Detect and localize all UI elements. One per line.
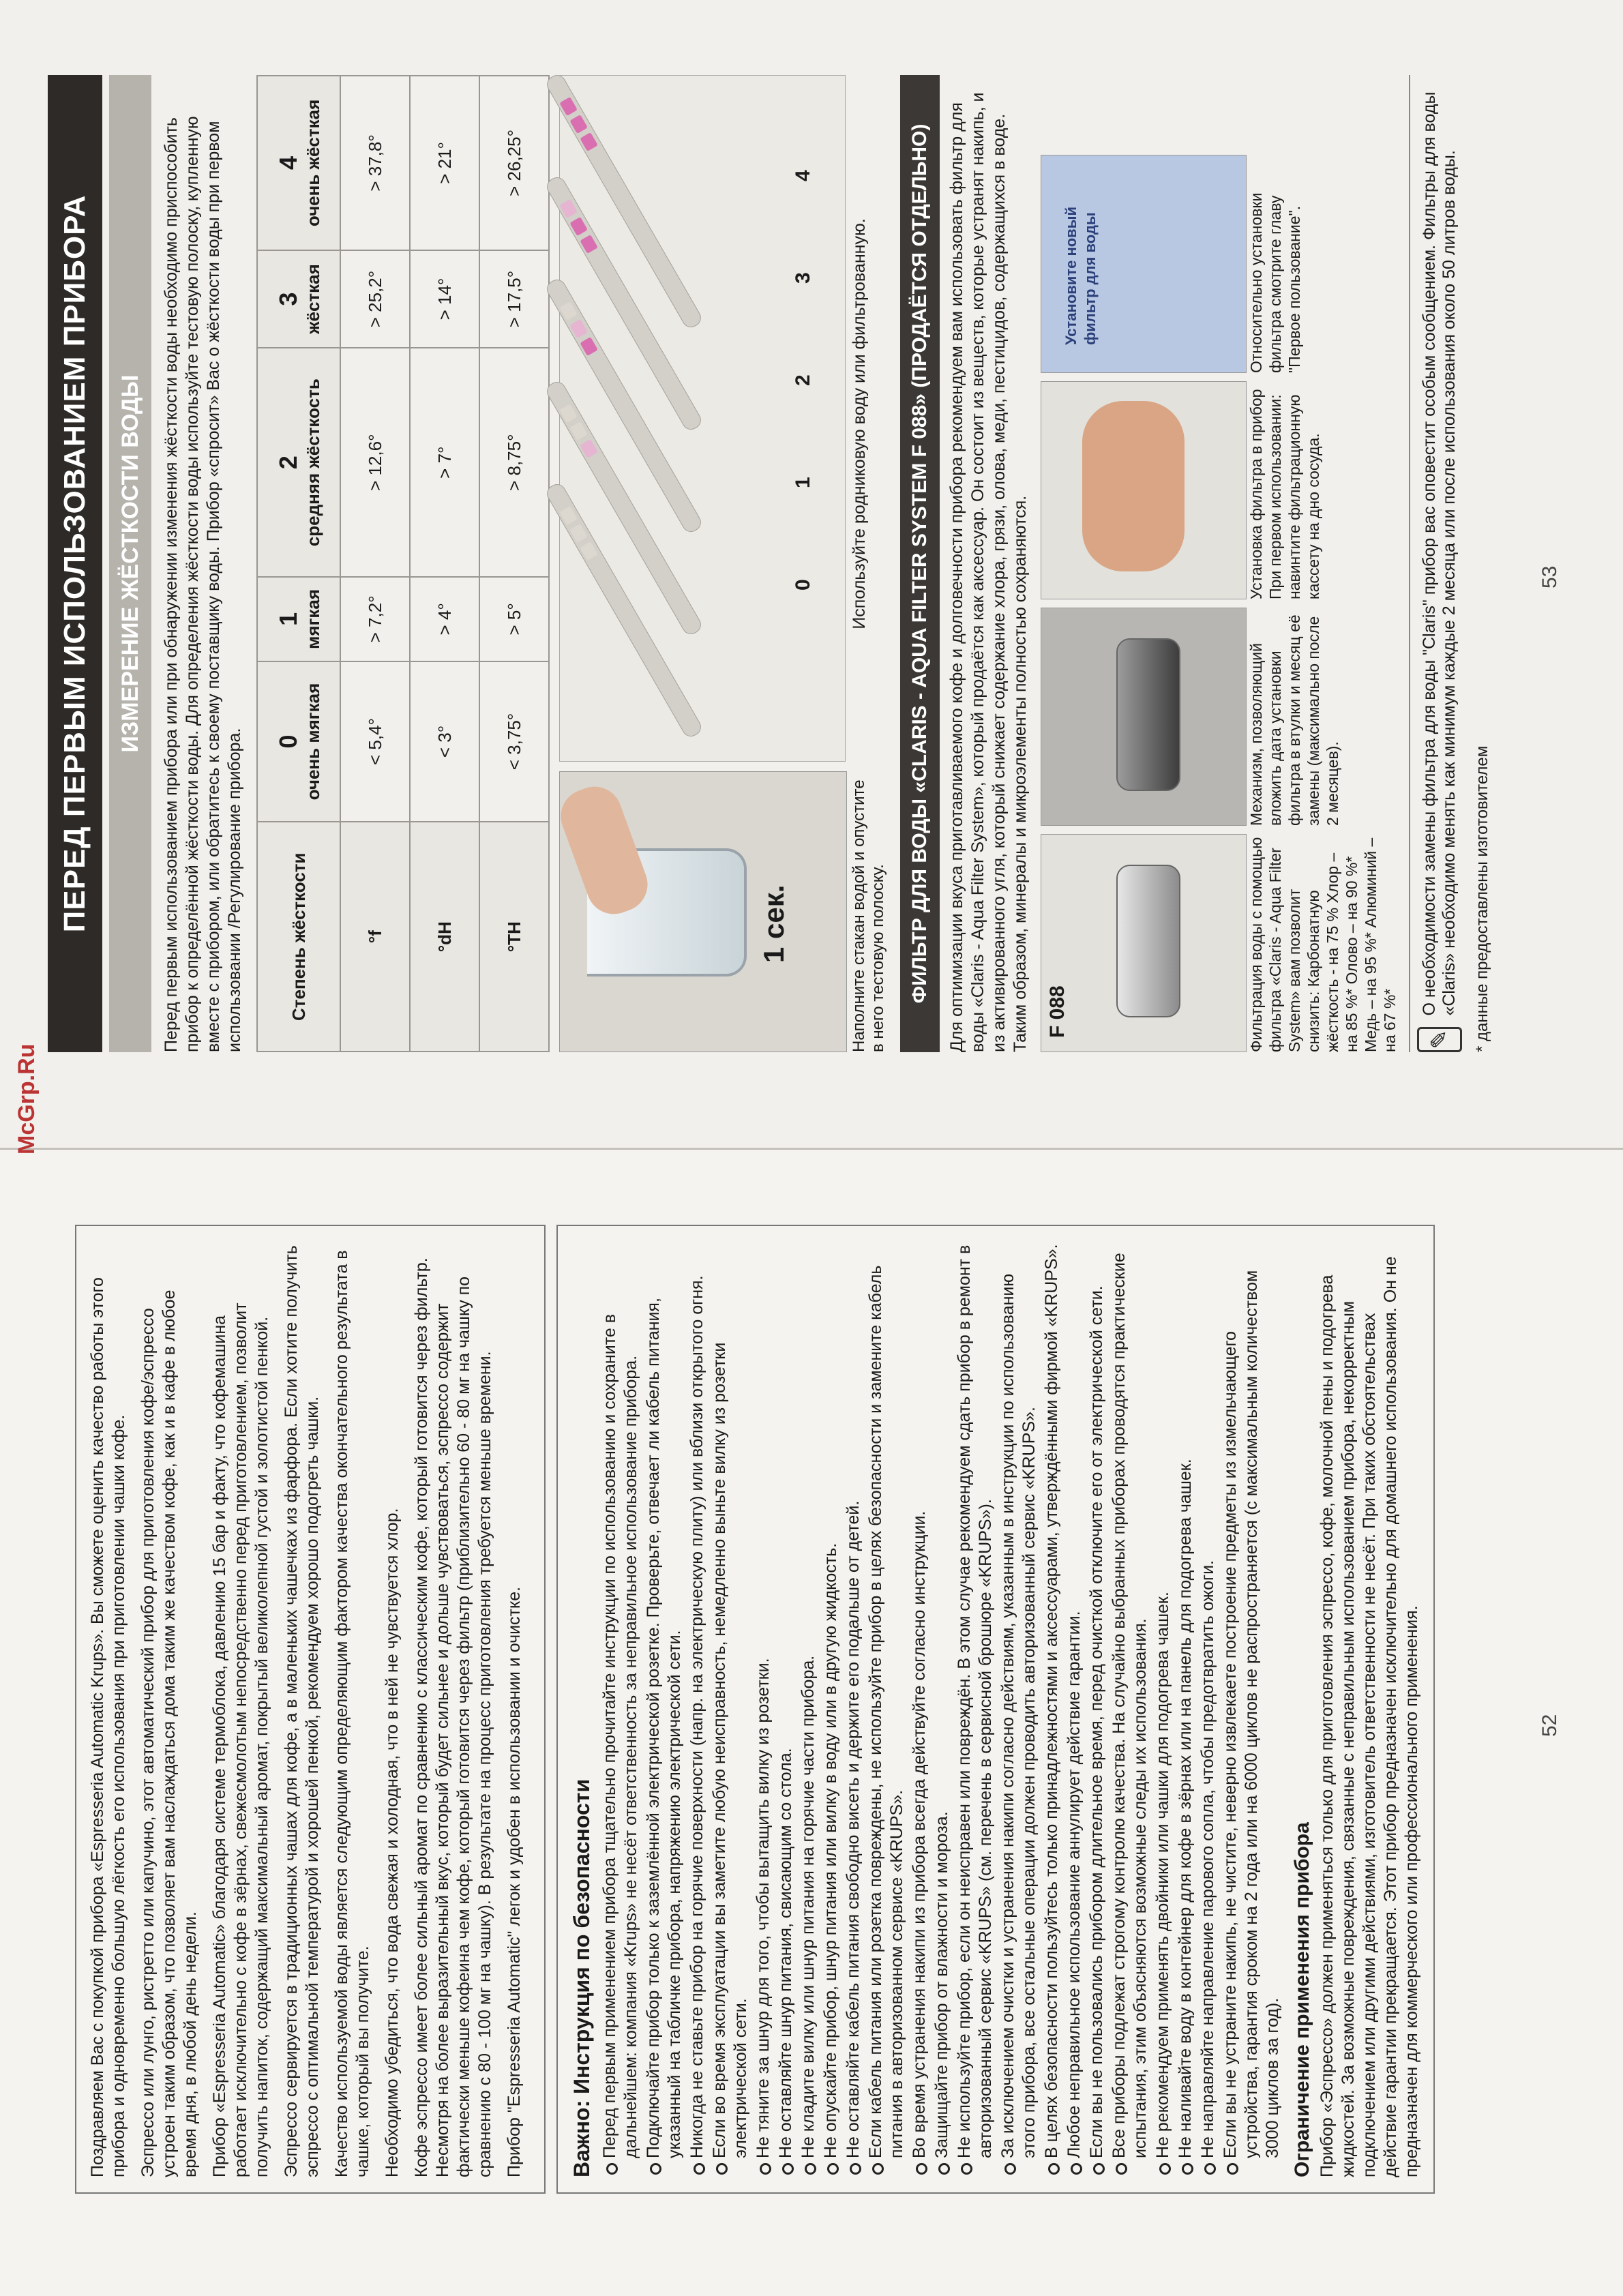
filter-col-2	[1041, 608, 1399, 826]
value-cell: > 37,8°	[340, 76, 410, 250]
intro-paragraph: Прибор «Espresseria Automatic» благодаря системе термоблока, давлению 15 бар и факту, что кофемашина работает исключительно с кофе в зёрнах, свежесмолотым непосредственно перед приготовлением, позволит получить напиток, содержащий максимальный аромат, покрытый великолепной густой и золотистой пенкой.	[210, 1302, 271, 2177]
safety-item: Если кабель питания или розетка повреждены, не используйте прибор в целях безопасности и замените кабель питания в авторизованном сервисе «KRUPS».	[865, 1241, 908, 2177]
glass-column	[559, 771, 846, 1052]
level-name: средняя жёсткость	[302, 378, 323, 547]
level-1	[257, 577, 340, 661]
strips-box	[559, 75, 846, 762]
value-cell: > 4°	[410, 577, 479, 661]
filter-col-1-text: Фильтрация воды с помощью фильтра «Claris - Aqua Filter System» вам позволит снизить: Карбонатную жёсткость - на 75 % Хлор – на 85 %* Олово – на 90 %* Медь – на 95 %* Алюминий – на 67 %*	[1247, 837, 1399, 1052]
unit-cell: °f	[340, 822, 410, 1052]
filter-dial-icon	[1116, 638, 1180, 791]
safety-item: Не опускайте прибор, шнур питания или вилку в воду или в другую жидкость.	[820, 1241, 842, 2177]
table-row	[340, 76, 410, 1052]
test-strip-illustration	[559, 75, 846, 1052]
table-header-row	[257, 76, 340, 1052]
glass-caption: Наполните стакан водой и опустите в него тестовую полоску.	[850, 779, 887, 1052]
value-cell: > 14°	[410, 250, 479, 348]
value-cell: < 3,75°	[479, 661, 549, 822]
level-2	[257, 348, 340, 577]
intro-box	[75, 1225, 546, 2194]
safety-item: Не используйте прибор, если он неисправен или повреждён. В этом случае рекомендуем сдать прибор в ремонт в авторизованный сервис «KRUPS» (см. перечень в сервисной брошюре «KRUPS»).	[954, 1241, 996, 2177]
strip-number: 3	[792, 272, 814, 284]
hardness-intro: Перед первым использованием прибора или при обнаружении изменения жёсткости воды необходимо приспособить прибор к определённой жёсткости воды. Для определения жёсткости воды используйте тестовую полоску, купленную вместе с прибором, или обратитесь к своему поставщику воды. Прибор «спросит» Вас о жёсткости воды при первом использовании /Регулирование прибора.	[162, 116, 244, 1052]
strip-number: 2	[792, 374, 814, 386]
level-name: жёсткая	[302, 264, 323, 334]
value-cell: < 5,4°	[340, 661, 410, 822]
level-name: очень жёсткая	[302, 99, 323, 227]
strip-number: 0	[792, 579, 814, 591]
value-cell: > 7,2°	[340, 577, 410, 661]
safety-item: Все приборы подлежат строгому контролю качества. На случайно выбранных приборах проводятся практические испытания, этим объясняются возможные следы их использования.	[1109, 1241, 1151, 2177]
intro-paragraph: Качество используемой воды является следующим определяющим фактором качества окончательного результата в чашке, который вы получите.	[332, 1250, 372, 2177]
limits-title: Ограничение применения прибора	[1291, 1822, 1313, 2177]
strip-captions	[846, 75, 888, 1052]
section-banner: ПЕРЕД ПЕРВЫМ ИСПОЛЬЗОВАНИЕМ ПРИБОРА	[48, 75, 102, 1052]
safety-item: За исключением очистки и устранения накипи согласно действиям, указанным в инструкции по использованию этого прибора, все остальные операции должен проводить авторизованный сервис «KRUPS».	[998, 1241, 1040, 2177]
safety-item: Если вы не пользовались прибором длительное время, перед очисткой отключите его от электрической сети.	[1086, 1241, 1107, 2177]
value-cell: > 21°	[410, 76, 479, 250]
limits-text: Прибор «Эспрессо» должен применяться только для приготовления эспрессо, кофе, молочной пены и подогрева жидкостей. За возможные повреждения, связанные с неправильным использованием прибора, некорректным подключением или другими действиями, изготовитель ответственности не несёт. При таких обстоятельствах действие гарантии прекращается. Этот прибор предназначен исключительно для домашнего использования. Он не предназначен для коммерческого или профессионального применения.	[1317, 1256, 1421, 2177]
filter-install-photo	[1041, 381, 1247, 599]
safety-item: Не оставляйте шнур питания, свисающим со стола.	[775, 1241, 796, 2177]
safety-item: Не тяните за шнур для того, чтобы вытащить вилку из розетки.	[753, 1241, 774, 2177]
strip-number: 4	[792, 170, 814, 181]
safety-item: Не оставляйте кабель питания свободно висеть и держите его подальше от детей.	[843, 1241, 864, 2177]
display-screen-image	[1041, 155, 1247, 373]
filter-col-1	[1041, 834, 1399, 1052]
value-cell: > 8,75°	[479, 348, 549, 577]
footnote: * данные предоставлены изготовителем	[1473, 745, 1491, 1052]
filter-note	[1409, 75, 1462, 1052]
table-row	[410, 76, 479, 1052]
level-num: 4	[273, 155, 302, 170]
filter-col-3-text: Установка фильтра в прибор При первом использовании: навинтите фильтрационную кассету на дно сосуда.	[1247, 389, 1322, 599]
safety-item: Не наливайте воду в контейнер для кофе в зёрнах или на панель для подогрева чашек.	[1175, 1241, 1196, 2177]
level-3	[257, 250, 340, 348]
strip-number: 1	[792, 477, 814, 488]
page-number-52: 52	[1538, 1714, 1561, 1737]
time-label: 1 сек.	[758, 884, 790, 963]
safety-item: Подключайте прибор только к заземлённой электрической розетке. Проверьте, отвечает ли кабель питания, указанный на табличке прибора, напряжению электрической сети.	[643, 1241, 685, 2177]
value-cell: < 3°	[410, 661, 479, 822]
level-name: очень мягкая	[302, 683, 323, 801]
filter-col-4-text: Относительно установки фильтра смотрите главу "Первое пользование".	[1247, 192, 1303, 373]
subsection-banner: ИЗМЕРЕНИЕ ЖЁСТКОСТИ ВОДЫ	[109, 75, 151, 1052]
intro-paragraph: Кофе эспрессо имеет более сильный аромат по сравнению с классическим кофе, который готовится через фильтр. Несмотря на более выразительный вкус, который будет сильнее и дольше чувствоваться, эспрессо содержит фактически меньше кофеина чем кофе, который готовится через фильтр (приблизительно 60 - 80 мг на чашку по сравнению с 80 - 100 мг на чашку). В результате на процесс приготовления требуется меньше времени.	[412, 1257, 494, 2177]
glass-photo	[559, 771, 847, 1052]
intro-paragraph: Эспрессо сервируется в традиционных чашах для кофе, а в маленьких чашечках из фарфора. Если хотите получить эспрессо с оптимальной температурой и хорошей пенкой, рекомендуем хорошо подогреть чашки.	[282, 1245, 322, 2177]
safety-item: Любое неправильное использование аннулирует действие гарантии.	[1064, 1241, 1085, 2177]
intro-paragraph: Необходимо убедиться, что вода свежая и холодная, что в ней не чувствуется хлор.	[383, 1508, 402, 2177]
note-text: О необходимости замены фильтра для воды "Claris" прибор вас оповестит особым сообщением. Фильтры для воды «Claris» необходимо менять как минимум каждые 2 месяца или после использования около 50 литров воды.	[1420, 91, 1459, 1016]
safety-item: Защищайте прибор от влажности и мороза.	[932, 1241, 953, 2177]
strips-caption: Используйте родниковую воду или фильтрованную.	[850, 218, 869, 629]
level-num: 0	[273, 734, 302, 749]
filter-col-3	[1041, 381, 1399, 599]
unit-cell: °dH	[410, 822, 479, 1052]
hardness-table	[256, 75, 550, 1052]
book-icon: ✎	[1417, 1027, 1462, 1052]
safety-item: Если во время эксплуатации вы заметите любую неисправность, немедленно выньте вилку из розетки электрической сети.	[709, 1241, 751, 2177]
page-number-53: 53	[1538, 565, 1561, 588]
safety-item: Не кладите вилку или шнур питания на горячие части прибора.	[798, 1241, 819, 2177]
value-cell: > 25,2°	[340, 250, 410, 348]
safety-item: Не направляйте направление парового сопла, чтобы предотвратить ожоги.	[1197, 1241, 1219, 2177]
level-num: 3	[273, 292, 302, 306]
table-row	[479, 76, 549, 1052]
filter-cartridge-icon	[1116, 865, 1180, 1017]
filter-model-label: F 088	[1046, 985, 1069, 1038]
watermark: McGrp.Ru	[14, 1043, 40, 1154]
limits-section	[1292, 1241, 1423, 2177]
filter-col-2-text: Механизм, позволяющий вложить дата установки фильтра в втулки и месяц её замены (максимально после 2 месяцев).	[1247, 614, 1341, 826]
header-label: Степень жёсткости	[257, 822, 340, 1052]
safety-item: Перед первым применением прибора тщательно прочитайте инструкции по использованию и сохраните в дальнейшем: компания «Krups» не несёт ответственность за неправильное использование прибора.	[599, 1241, 642, 2177]
intro-paragraph: Прибор "Espresseria Automatic" легок и удобен в использовании и очистке.	[505, 1586, 524, 2177]
filter-col-4	[1041, 155, 1399, 373]
filter-text: Для оптимизации вкуса приготавливаемого кофе и долговечности прибора рекомендуем вам использовать фильтр для воды «Claris - Aqua Filter System», который продаётся как аксессуар. Он состоит из веществ, которые устранят накипь, и из активированного угля, который снижает содержание хлора, грязи, олова, меди, пестицидов, содержащихся в воде. Таким образом, минералы и микроэлементы полностью сохраняются.	[947, 92, 1030, 1052]
safety-item: Если вы не устраните накипь, не чистите, неверно извлекаете построение предметы из измельчающего устройства, гарантия сроком на 2 года или на 6000 циклов не распространяется (с максимальным количеством 3000 циклов за год).	[1220, 1241, 1283, 2177]
safety-item: Не рекомендуем применять двойники или чашки для подогрева чашек.	[1152, 1241, 1174, 2177]
unit-cell: °TH	[479, 822, 549, 1052]
level-0	[257, 661, 340, 822]
intro-paragraph: Эспрессо или лунго, ристретто или капучино, этот автоматический прибор для приготовления кофе/эспрессо устроен таким образом, что позволяет вам наслаждаться дома таким же качеством кофе, как и в кафе в любое время дня, в любой день недели.	[138, 1289, 200, 2177]
value-cell: > 17,5°	[479, 250, 549, 348]
filter-banner: ФИЛЬТР ДЛЯ ВОДЫ «CLARIS - AQUA FILTER SYSTEM F 088» (ПРОДАЁТСЯ ОТДЕЛЬНО)	[900, 75, 940, 1052]
intro-paragraph: Поздравляем Вас с покупкой прибора «Espresseria Automatic Krups». Вы сможете оценить качество работы этого прибора и одновременно большую лёгкость его использования при приготовлении чашки кофе.	[88, 1277, 128, 2177]
filter-cartridge-photo	[1041, 834, 1247, 1052]
filter-illustrations	[1041, 75, 1399, 1052]
safety-item: В целях безопасности пользуйтесь только принадлежностями и аксессуарами, утверждёнными фирмой «KRUPS».	[1041, 1241, 1062, 2177]
level-4	[257, 76, 340, 250]
value-cell: > 12,6°	[340, 348, 410, 577]
filter-dial-photo	[1041, 608, 1247, 826]
level-num: 1	[273, 612, 302, 626]
safety-box	[556, 1225, 1435, 2194]
value-cell: > 7°	[410, 348, 479, 577]
level-num: 2	[273, 456, 302, 470]
safety-item: Во время устранения накипи из прибора всегда действуйте согласно инструкции.	[909, 1241, 930, 2177]
value-cell: > 5°	[479, 577, 549, 661]
page-52	[0, 1148, 1623, 2296]
safety-title: Важно: Инструкция по безопасности	[569, 1778, 594, 2177]
safety-item: Никогда не ставьте прибор на горячие поверхности (напр. на электрическую плиту) или вблизи открытого огня.	[687, 1241, 708, 2177]
install-filter-message: Установите новый фильтр для воды	[1062, 206, 1099, 345]
level-name: мягкая	[302, 588, 323, 649]
hand-icon	[1082, 401, 1185, 571]
safety-list	[599, 1241, 1283, 2177]
value-cell: > 26,25°	[479, 76, 549, 250]
